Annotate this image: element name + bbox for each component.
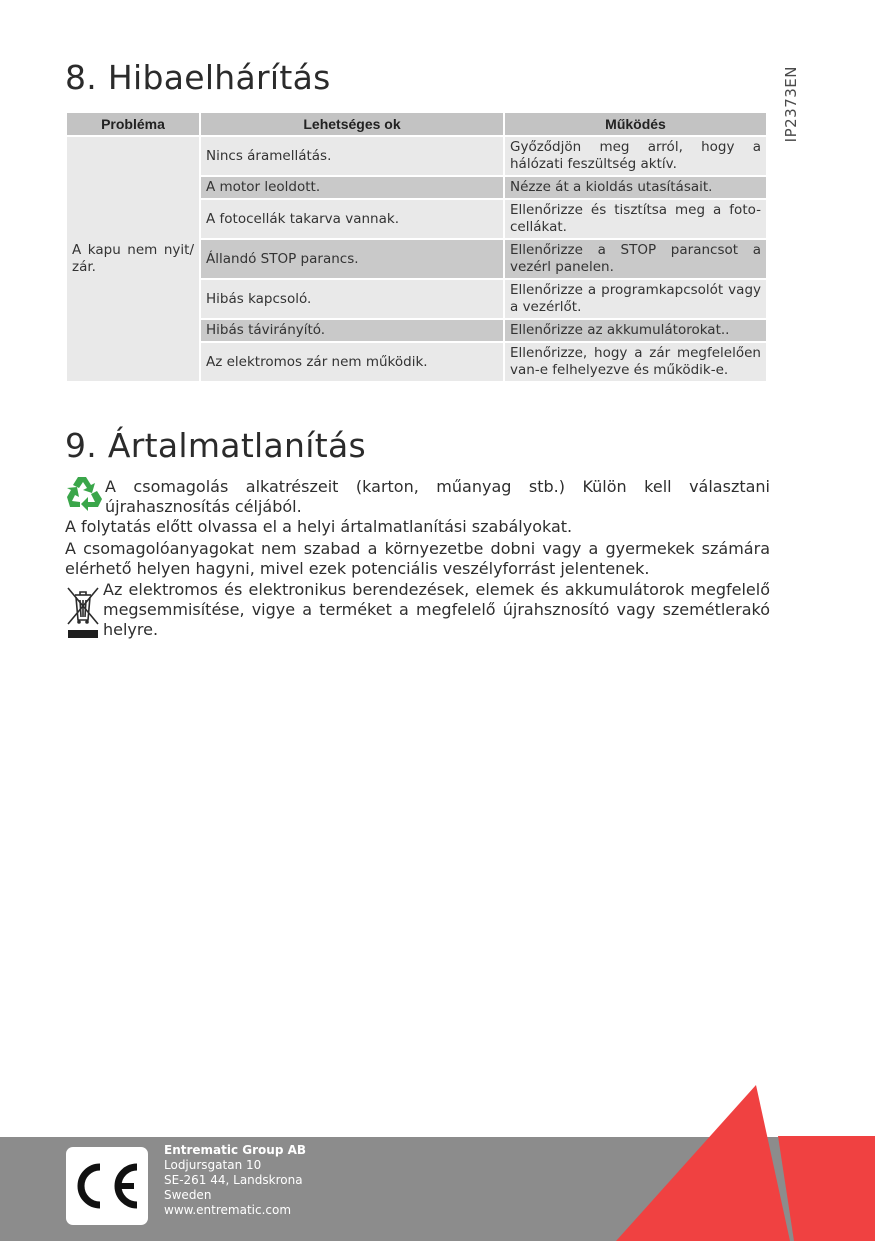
cause-cell: Nincs áramellátás. [200,136,504,176]
ce-mark-icon [66,1147,148,1225]
action-cell: Ellenőrizze az akkumulátorokat.. [504,319,767,342]
action-cell: Győződjön meg arról, hogy a hálózati feszültség aktív. [504,136,767,176]
cause-cell: Állandó STOP parancs. [200,239,504,279]
company-website[interactable]: www.entrematic.com [164,1203,292,1217]
section-9-title: 9. Ártalmatlanítás [65,426,366,465]
action-cell: Nézze át a kioldás utasításait. [504,176,767,199]
ce-mark [66,1147,148,1225]
cause-cell: Hibás távirányító. [200,319,504,342]
section-8-title: 8. Hibaelhárítás [65,58,331,97]
troubleshooting-table [66,112,767,382]
company-name: Entrematic Group AB [164,1143,307,1157]
header-cause: Lehetséges ok [200,112,504,136]
cause-cell: Hibás kapcsoló. [200,279,504,319]
recycling-paragraph: A csomagolás alkatrészeit (karton, műanyag stb.) Külön kell választani újrahasznosítás céljából. [105,477,770,516]
action-cell: Ellenőrizze a programkapcsolót vagy a vezérlőt. [504,279,767,319]
regulations-paragraph: A folytatás előtt olvassa el a helyi ártalmatlanítási szabályokat. [65,517,573,536]
weee-disposal-paragraph: Az elektromos és elektronikus berendezések, elemek és akkumulátorok megfelelő megsemmisítése, vigye a terméket a megfelelő újrahsznosító vagy szemétlerakó helyre. [103,580,770,639]
company-country: Sweden [164,1188,212,1202]
cause-cell: A fotocellák takarva vannak. [200,199,504,239]
company-address-street: Lodjursgatan 10 [164,1158,262,1172]
table-row [66,136,767,176]
ce-mark-text: CE [66,1147,68,1148]
action-cell: Ellenőrizze, hogy a zár megfelelően van-e felhelyezve és működik-e. [504,342,767,382]
cause-cell: A motor leoldott. [200,176,504,199]
company-address-city: SE-261 44, Landskrona [164,1173,303,1187]
company-info [164,1143,306,1218]
problem-cell: A kapu nem nyit/ zár. [66,136,200,382]
table-header-row [66,112,767,136]
header-problem: Probléma [66,112,200,136]
packaging-warning-paragraph: A csomagolóanyagokat nem szabad a környezetbe dobni vagy a gyermekek számára elérhető helyen hagyni, mivel ezek potenciális veszélyforrást jelentenek. [65,539,770,578]
header-action: Működés [504,112,767,136]
action-cell: Ellenőrizze a STOP parancsot a vezérl panelen. [504,239,767,279]
cause-cell: Az elektromos zár nem működik. [200,342,504,382]
action-cell: Ellenőrizze és tisztítsa meg a foto-cellákat. [504,199,767,239]
document-code: IP2373EN [782,66,800,143]
